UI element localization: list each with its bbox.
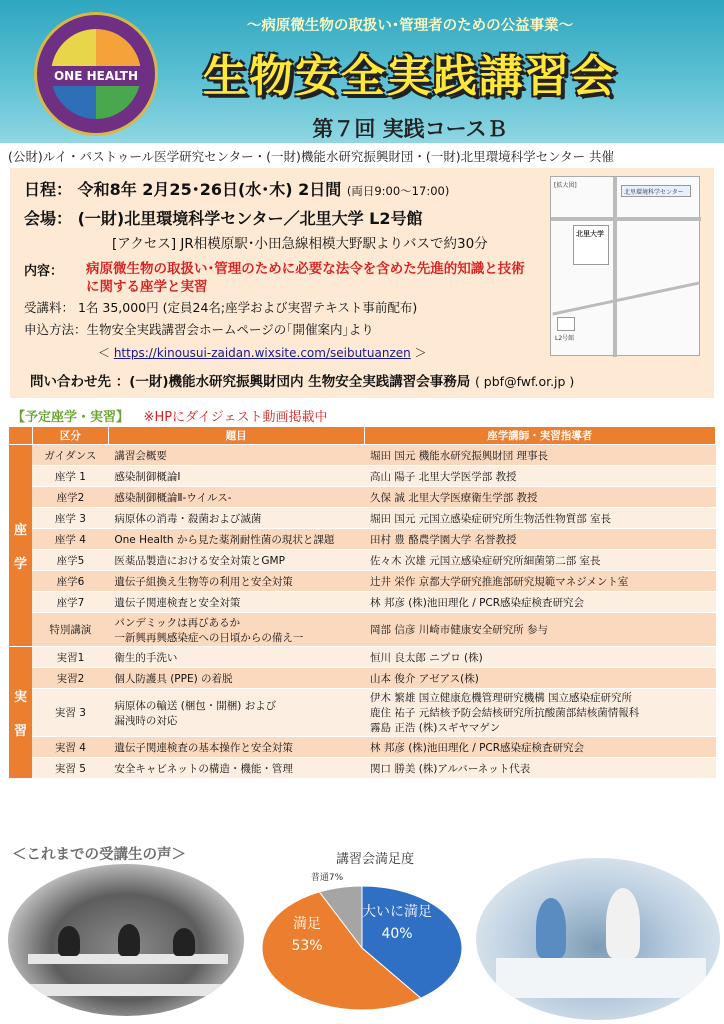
table-row	[9, 487, 716, 508]
course-title: 第７回 実践コースＢ	[312, 117, 508, 141]
session-topic: 個人防護具 (PPE) の着脱	[108, 668, 364, 689]
table-row	[9, 508, 716, 529]
session-lecturer: 堀田 国元 元国立感染症研究所生物活性物質部 室長	[364, 508, 715, 529]
venue-value: (一財)北里環境科学センター／北里大学 L2号館	[77, 209, 423, 228]
session-topic: 安全キャビネットの構造・機能・管理	[108, 758, 364, 779]
table-row	[9, 466, 716, 487]
map-label-center: 北里環境科学センター	[624, 189, 684, 196]
session-topic: 衛生的手洗い	[108, 647, 364, 668]
map-road	[552, 281, 699, 315]
header-banner	[0, 0, 724, 143]
date-time: (両日9:00～17:00)	[346, 184, 450, 198]
map-road	[613, 177, 617, 357]
col-kind: 区分	[32, 427, 108, 445]
table-row	[9, 737, 716, 758]
homepage-url	[98, 344, 427, 361]
col-lecturer: 座学講師・実習指導者	[364, 427, 715, 445]
photo-desk	[18, 984, 238, 996]
group-label: 座 学	[9, 445, 33, 647]
table-row	[9, 689, 716, 737]
content-label: 内容：	[24, 264, 64, 279]
session-lecturer: 高山 陽子 北里大学医学部 教授	[364, 466, 715, 487]
session-lecturer: 関口 勝美 (株)アルバーネット代表	[364, 758, 715, 779]
session-topic: 医薬品製造における安全対策とGMP	[108, 550, 364, 571]
date-label: 日程：	[24, 180, 73, 199]
photo-person	[173, 928, 195, 956]
table-row	[9, 529, 716, 550]
session-topic: 遺伝子組換え生物等の利用と安全対策	[108, 571, 364, 592]
pie-category-label: 普通7%	[310, 873, 344, 883]
contact-email[interactable]: ( pbf@fwf.or.jp )	[474, 374, 575, 389]
pie-value-label: 40%	[381, 926, 413, 942]
session-topic: 遺伝子関連検査の基本操作と安全対策	[108, 737, 364, 758]
practical-photo	[476, 858, 720, 1020]
photo-person	[536, 898, 566, 958]
schedule-table	[8, 426, 716, 779]
session-lecturer: 堀田 国元 機能水研究振興財団 理事長	[364, 445, 715, 466]
session-lecturer: 林 邦彦 (株)池田理化 / PCR感染症検査研究会	[364, 737, 715, 758]
group-label: 実 習	[9, 647, 33, 779]
satisfaction-pie-chart	[252, 866, 472, 1016]
table-row	[9, 445, 716, 466]
content-text: 病原微生物の取扱い･管理のために必要な法令を含めた先進的知識と技術に関する座学と実習	[86, 261, 525, 295]
pie-category-label: 満足	[293, 916, 321, 932]
session-kind: 座学 3	[32, 508, 108, 529]
session-lecturer: 恒川 良太郎 ニプロ (株)	[364, 647, 715, 668]
session-kind: 座学6	[32, 571, 108, 592]
session-kind: ガイダンス	[32, 445, 108, 466]
session-kind: 実習2	[32, 668, 108, 689]
session-kind: 座学5	[32, 550, 108, 571]
pie-category-label: 大いに満足	[362, 904, 432, 920]
session-kind: 実習1	[32, 647, 108, 668]
session-topic: 感染制御概論Ⅰ	[108, 466, 364, 487]
col-topic: 題目	[108, 427, 364, 445]
event-date	[24, 177, 449, 200]
photo-person	[606, 888, 640, 958]
session-kind: 実習 5	[32, 758, 108, 779]
schedule-heading	[12, 406, 328, 425]
map-road	[551, 217, 701, 221]
session-lecturer: 佐々木 次雄 元国立感染症研究所細菌第二部 室長	[364, 550, 715, 571]
session-kind: 座学2	[32, 487, 108, 508]
map-l2-block	[557, 317, 575, 331]
session-topic: 病原体の輸送 (梱包・開梱) および 漏洩時の対応	[108, 689, 364, 737]
table-row	[9, 613, 716, 647]
event-venue	[24, 206, 422, 229]
page-title: 生物安全実践講習会	[203, 51, 617, 102]
map-legend: [拡大図]	[554, 182, 577, 189]
session-kind: 座学 4	[32, 529, 108, 550]
session-topic: 感染制御概論Ⅱ-ウイルス-	[108, 487, 364, 508]
fee-info: 受講料： 1名 35,000円 (定員24名;座学および実習テキスト事前配布)	[24, 300, 418, 315]
venue-label: 会場：	[24, 209, 73, 228]
session-lecturer: 山本 俊介 アゼアス(株)	[364, 668, 715, 689]
date-value: 令和8年 2月25･26日(水･木) 2日間	[77, 180, 342, 199]
map-label-l2: L2号館	[555, 335, 575, 342]
session-lecturer: 伊木 繁雄 国立健康危機管理研究機構 国立感染症研究所 鹿住 祐子 元結核予防会結核研究所抗酸菌部結核菌情報科 霧島 正浩 (株)スギヤマゲン	[364, 689, 715, 737]
session-lecturer: 田村 豊 酪農学園大学 名誉教授	[364, 529, 715, 550]
pie-value-label: 53%	[291, 938, 323, 954]
lecture-photo	[8, 864, 244, 1016]
session-kind: 実習 4	[32, 737, 108, 758]
homepage-link[interactable]: https://kinousui-zaidan.wixsite.com/seibutuanzen	[113, 346, 411, 360]
schedule-title: 【予定座学・実習】	[12, 410, 130, 425]
session-kind: 実習 3	[32, 689, 108, 737]
session-topic: パンデミックは再びあるか 一新興再興感染症への日頃からの備え一	[108, 613, 364, 647]
table-row	[9, 592, 716, 613]
contact-info	[30, 370, 574, 390]
col-group	[9, 427, 33, 445]
session-kind: 特別講演	[32, 613, 108, 647]
table-row	[9, 550, 716, 571]
logo-text: ONE HEALTH	[43, 66, 149, 86]
session-lecturer: 林 邦彦 (株)池田理化 / PCR感染症検査研究会	[364, 592, 715, 613]
url-open-bracket: ＜	[98, 346, 114, 360]
contact-text: 問い合わせ先 ：(一財)機能水研究振興財団内 生物安全実践講習会事務局	[30, 374, 471, 390]
photo-person	[58, 926, 80, 956]
photo-person	[118, 924, 140, 956]
table-row	[9, 758, 716, 779]
url-close-bracket: ＞	[410, 346, 427, 360]
session-lecturer: 久保 誠 北里大学医療衛生学部 教授	[364, 487, 715, 508]
table-row	[9, 571, 716, 592]
session-topic: 講習会概要	[108, 445, 364, 466]
schedule-note: ※HPにダイジェスト動画掲載中	[143, 410, 328, 425]
organizers: (公財)ルイ・パストゥール医学研究センター・(一財)機能水研究振興財団・(一財)北里環境科学センター 共催	[8, 149, 615, 164]
access-info: [アクセス] JR相模原駅･小田急線相模大野駅よりバスで約30分	[112, 236, 488, 252]
voices-title: ＜これまでの受講生の声＞	[12, 847, 186, 863]
session-lecturer: 岡部 信彦 川崎市健康安全研究所 参与	[364, 613, 715, 647]
table-row	[9, 668, 716, 689]
header-subtitle: ～病原微生物の取扱い･管理者のための公益事業～	[246, 18, 574, 34]
session-topic: One Health から見た薬剤耐性菌の現状と課題	[108, 529, 364, 550]
session-topic: 遺伝子関連検査と安全対策	[108, 592, 364, 613]
chart-title: 講習会満足度	[335, 852, 414, 867]
photo-bench	[496, 958, 706, 998]
session-topic: 病原体の消毒・殺菌および滅菌	[108, 508, 364, 529]
session-kind: 座学7	[32, 592, 108, 613]
map-label-univ: 北里大学	[576, 230, 604, 238]
one-health-logo	[34, 12, 158, 136]
table-row	[9, 647, 716, 668]
apply-info: 申込方法：生物安全実践講習会ホームページの｢開催案内｣より	[24, 322, 374, 337]
access-map	[550, 176, 700, 356]
session-kind: 座学 1	[32, 466, 108, 487]
session-lecturer: 辻井 栄作 京都大学研究推進部研究規範マネジメント室	[364, 571, 715, 592]
